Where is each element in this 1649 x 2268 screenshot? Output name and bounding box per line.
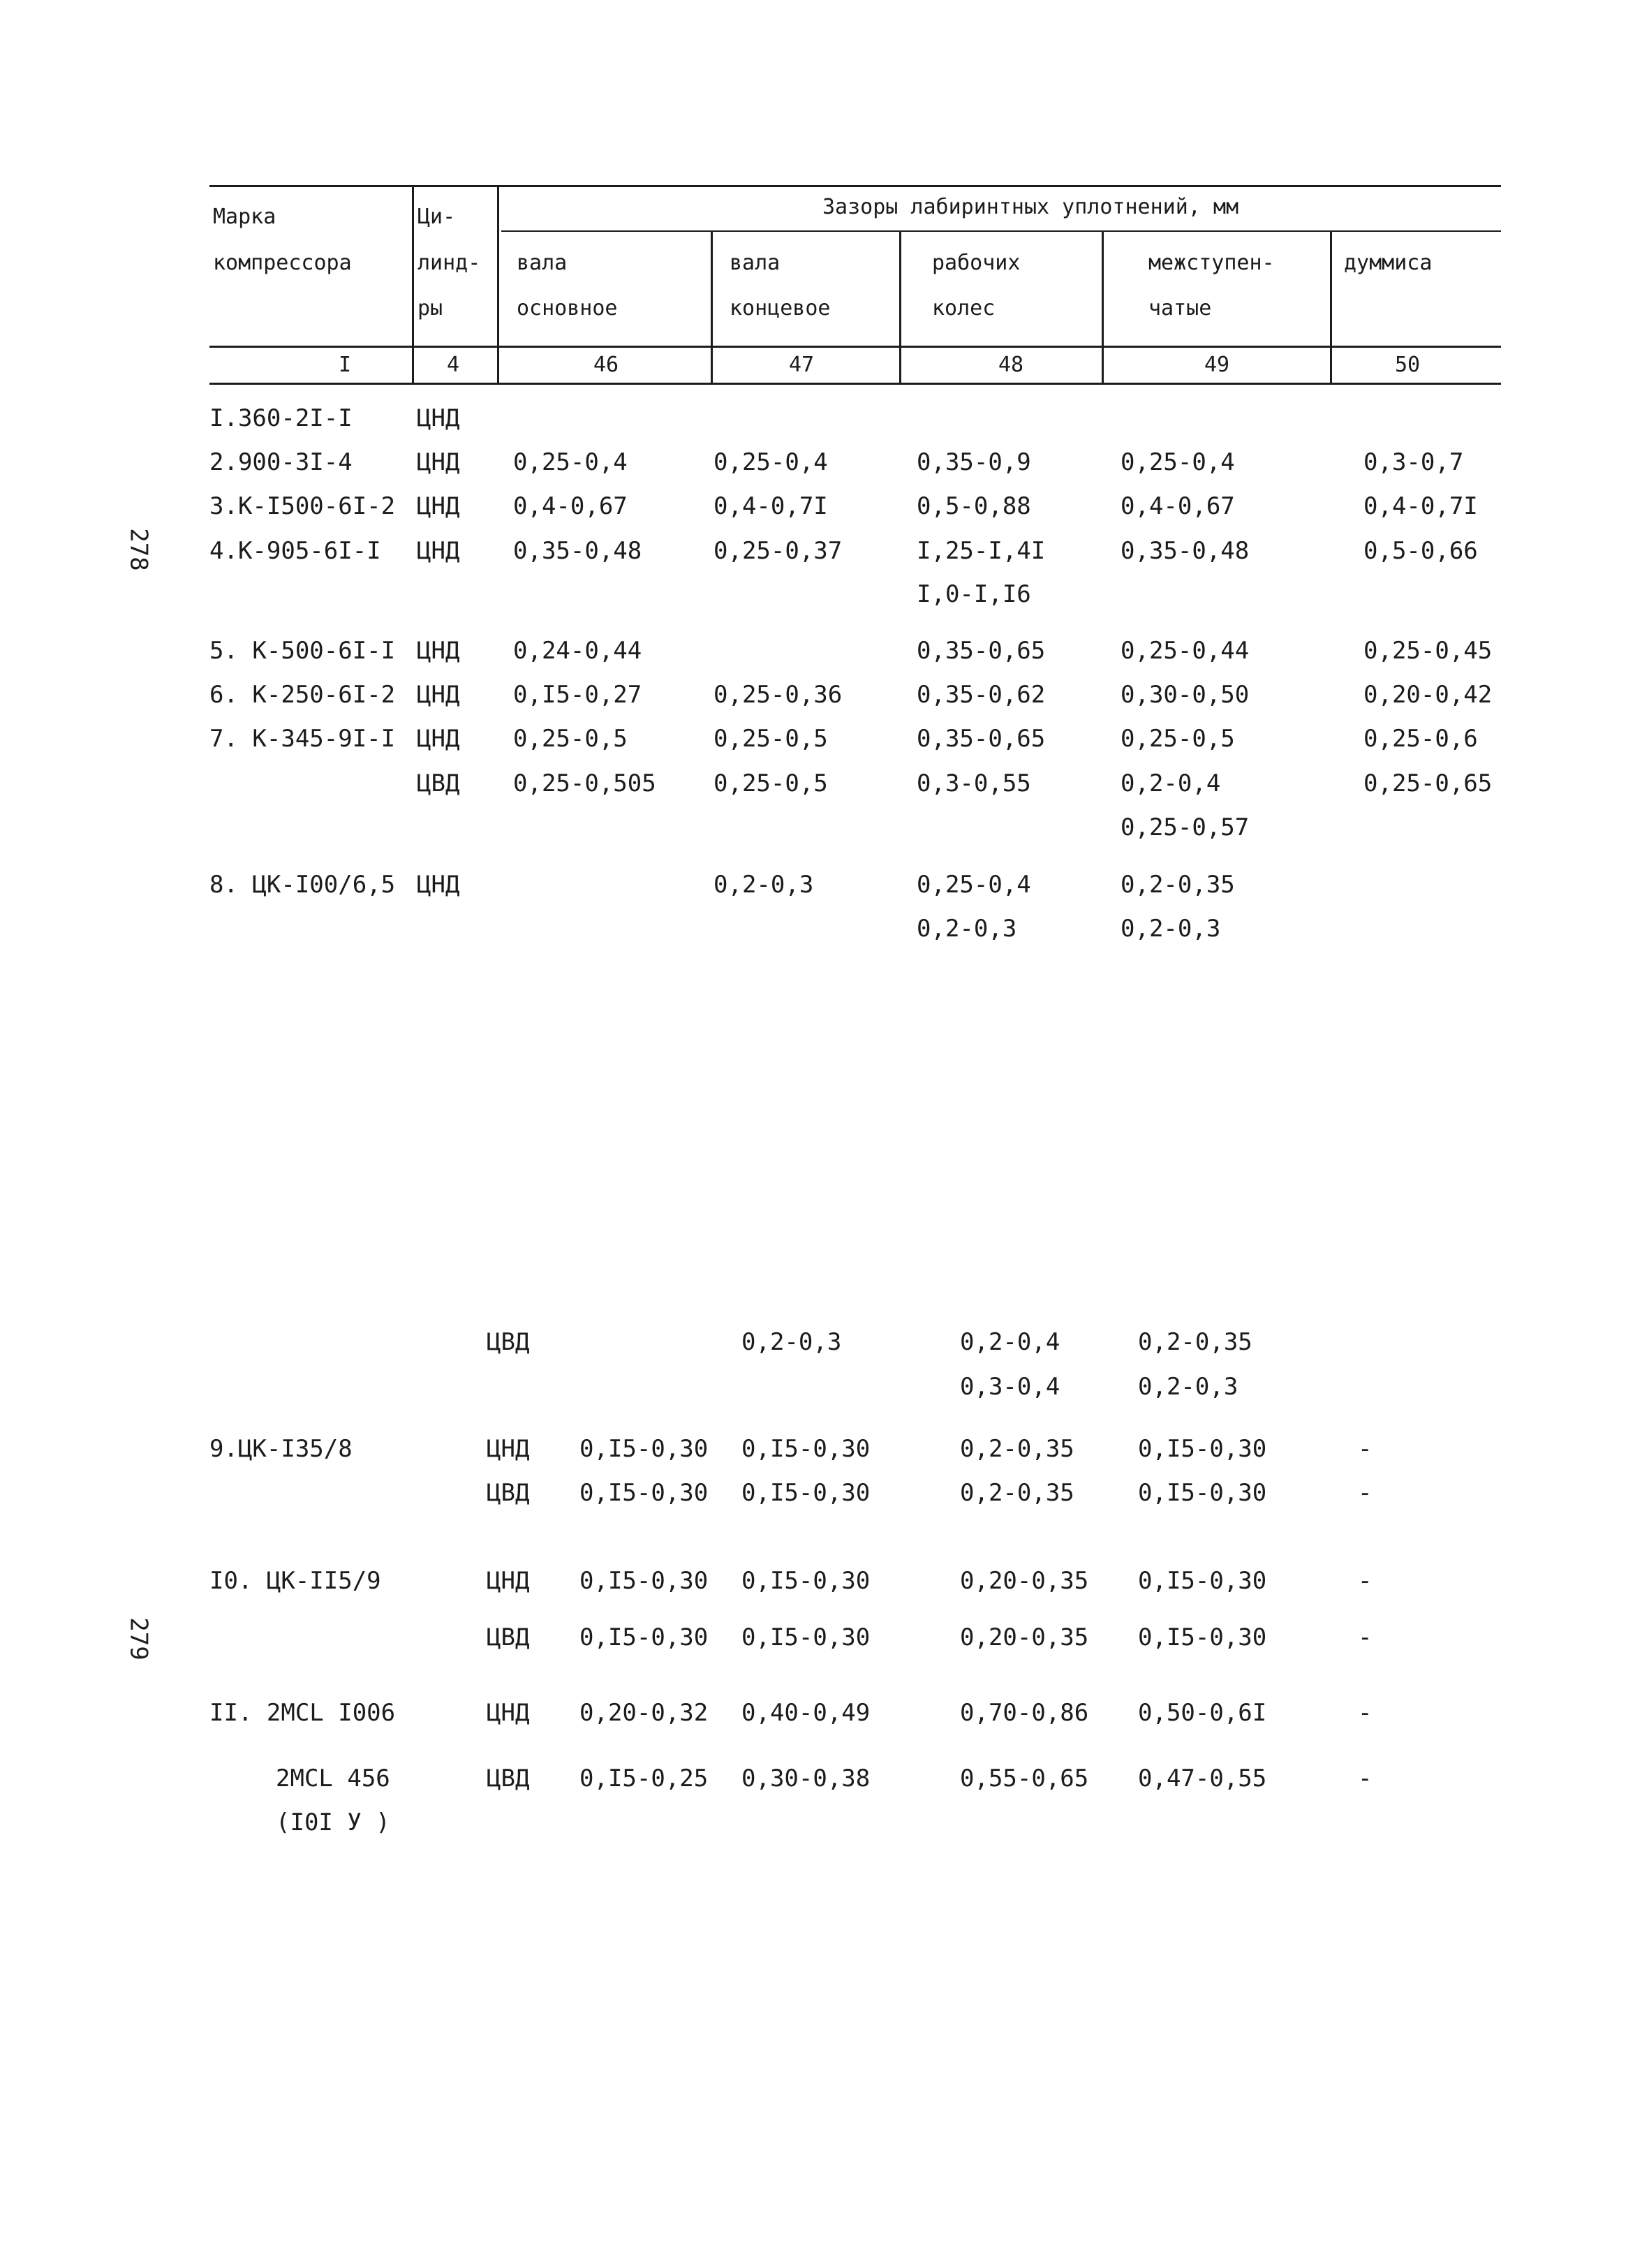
table-cell-shaft-end: 0,I5-0,30 (741, 1479, 871, 1507)
table-cell-shaft-main: 0,25-0,505 (513, 770, 656, 797)
header-sub3-line1: рабочих (932, 251, 1021, 275)
table-cell-model: 7. К-345-9I-I (209, 725, 396, 753)
table-cell-cylinder: ЦНД (417, 537, 460, 565)
table-cell-dummy: - (1358, 1567, 1373, 1595)
table-cell-interstage: 0,50-0,6I (1138, 1699, 1267, 1727)
table-cell-interstage: 0,I5-0,30 (1138, 1567, 1267, 1595)
header-vline-3 (711, 230, 713, 384)
table-cell-shaft-main: 0,25-0,4 (513, 448, 628, 476)
table-cell-model: 9.ЦК-I35/8 (209, 1435, 353, 1463)
table-cell-dummy: - (1358, 1623, 1373, 1651)
table-cell-impeller: 0,35-0,9 (917, 448, 1031, 476)
header-sub3-line2: колес (932, 296, 996, 321)
table-cell-interstage: 0,I5-0,30 (1138, 1435, 1267, 1463)
table-cell-cylinder: ЦНД (417, 637, 460, 665)
table-cell-cylinder: ЦНД (417, 681, 460, 709)
colnum-7: 50 (1395, 353, 1421, 377)
table-cell-shaft-main: 0,4-0,67 (513, 492, 628, 520)
header-cyl-line3: ры (417, 296, 443, 321)
table-cell-interstage: 0,2-0,3 (1138, 1373, 1238, 1401)
table-cell-dummy: 0,3-0,7 (1363, 448, 1464, 476)
header-top-rule (209, 185, 1501, 187)
table-cell-cylinder: ЦНД (417, 871, 460, 899)
table-cell-impeller: 0,2-0,3 (917, 915, 1017, 943)
table-cell-dummy: - (1358, 1765, 1373, 1792)
table-cell-shaft-end: 0,40-0,49 (741, 1699, 871, 1727)
table-cell-interstage: 0,2-0,35 (1121, 871, 1235, 899)
table-cell-impeller: 0,3-0,55 (917, 770, 1031, 797)
colnum-6: 49 (1204, 353, 1230, 377)
header-vline-1 (412, 185, 414, 384)
table-cell-impeller: 0,25-0,4 (917, 871, 1031, 899)
table-cell-cylinder: ЦНД (417, 448, 460, 476)
table-cell-interstage: 0,I5-0,30 (1138, 1479, 1267, 1507)
table-cell-shaft-end: 0,4-0,7I (713, 492, 828, 520)
page-number-upper: 278 (124, 528, 153, 571)
table-cell-interstage: 0,25-0,5 (1121, 725, 1235, 753)
table-cell-shaft-main: 0,35-0,48 (513, 537, 642, 565)
table-cell-shaft-end: 0,25-0,36 (713, 681, 843, 709)
header-sub4-line2: чатые (1148, 296, 1212, 321)
table-cell-model: 8. ЦК-I00/6,5 (209, 871, 396, 899)
colnum-4: 47 (789, 353, 815, 377)
table-cell-impeller: 0,20-0,35 (960, 1567, 1089, 1595)
table-cell-cylinder: ЦВД (417, 770, 460, 797)
header-bottom-rule (209, 383, 1501, 385)
table-cell-shaft-end: 0,25-0,4 (713, 448, 828, 476)
table-cell-model: 3.К-I500-6I-2 (209, 492, 396, 520)
table-cell-shaft-main: 0,I5-0,27 (513, 681, 642, 709)
table-cell-dummy: 0,25-0,45 (1363, 637, 1493, 665)
table-cell-shaft-end: 0,25-0,5 (713, 725, 828, 753)
header-marka-line2: компрессора (213, 251, 352, 275)
table-cell-shaft-end: 0,30-0,38 (741, 1765, 871, 1792)
colnum-2: 4 (447, 353, 460, 377)
colnum-1: I (339, 353, 352, 377)
table-cell-shaft-end: 0,25-0,37 (713, 537, 843, 565)
table-cell-cylinder: ЦВД (487, 1328, 530, 1356)
table-cell-dummy: - (1358, 1479, 1373, 1507)
table-cell-dummy: 0,5-0,66 (1363, 537, 1478, 565)
header-sub1-line1: вала (517, 251, 568, 275)
header-cyl-line2: линд- (417, 251, 481, 275)
table-cell-model: 4.К-905-6I-I (209, 537, 381, 565)
table-cell-interstage: 0,30-0,50 (1121, 681, 1250, 709)
table-cell-cylinder: ЦВД (487, 1623, 530, 1651)
table-cell-model: (I0I У ) (276, 1809, 390, 1836)
table-cell-dummy: 0,25-0,6 (1363, 725, 1478, 753)
header-group-title: Зазоры лабиринтных уплотнений, мм (822, 195, 1239, 219)
table-cell-interstage: 0,I5-0,30 (1138, 1623, 1267, 1651)
table-cell-impeller: I,25-I,4I (917, 537, 1046, 565)
header-sub-rule (209, 346, 1501, 348)
header-vline-2 (497, 185, 499, 384)
table-cell-impeller: 0,55-0,65 (960, 1765, 1089, 1792)
table-cell-impeller: 0,2-0,4 (960, 1328, 1060, 1356)
table-cell-dummy: 0,25-0,65 (1363, 770, 1493, 797)
header-marka-line1: Марка (213, 205, 276, 229)
table-cell-interstage: 0,4-0,67 (1121, 492, 1235, 520)
table-cell-dummy: 0,4-0,7I (1363, 492, 1478, 520)
table-cell-dummy: - (1358, 1435, 1373, 1463)
header-sub1-line2: основное (517, 296, 618, 321)
table-cell-impeller: 0,5-0,88 (917, 492, 1031, 520)
table-cell-cylinder: ЦВД (487, 1765, 530, 1792)
header-vline-6 (1330, 230, 1332, 384)
table-cell-shaft-main: 0,I5-0,30 (579, 1479, 709, 1507)
header-cyl-line1: Ци- (417, 205, 456, 229)
page-number-lower: 279 (124, 1617, 153, 1660)
table-cell-interstage: 0,25-0,44 (1121, 637, 1250, 665)
table-cell-impeller: 0,35-0,65 (917, 637, 1046, 665)
table-cell-impeller: 0,20-0,35 (960, 1623, 1089, 1651)
table-cell-dummy: - (1358, 1699, 1373, 1727)
table-cell-interstage: 0,35-0,48 (1121, 537, 1250, 565)
table-cell-shaft-end: 0,I5-0,30 (741, 1623, 871, 1651)
table-cell-interstage: 0,25-0,4 (1121, 448, 1235, 476)
header-vline-4 (899, 230, 901, 384)
header-vline-5 (1102, 230, 1104, 384)
table-cell-impeller: 0,35-0,62 (917, 681, 1046, 709)
header-group-rule (501, 230, 1501, 232)
table-cell-model: II. 2MCL I006 (209, 1699, 396, 1727)
table-cell-model: 2MCL 456 (276, 1765, 390, 1792)
header-sub2-line1: вала (730, 251, 781, 275)
table-cell-shaft-main: 0,I5-0,25 (579, 1765, 709, 1792)
table-cell-interstage: 0,25-0,57 (1121, 813, 1250, 841)
header-sub4-line1: межступен- (1148, 251, 1275, 275)
table-cell-impeller: 0,70-0,86 (960, 1699, 1089, 1727)
table-cell-interstage: 0,2-0,35 (1138, 1328, 1252, 1356)
table-cell-shaft-end: 0,I5-0,30 (741, 1567, 871, 1595)
table-cell-cylinder: ЦНД (487, 1567, 530, 1595)
table-cell-impeller: 0,35-0,65 (917, 725, 1046, 753)
table-cell-cylinder: ЦНД (487, 1699, 530, 1727)
table-cell-model: I.360-2I-I (209, 404, 353, 432)
table-cell-shaft-main: 0,25-0,5 (513, 725, 628, 753)
table-cell-impeller: 0,3-0,4 (960, 1373, 1060, 1401)
table-cell-shaft-main: 0,I5-0,30 (579, 1567, 709, 1595)
table-cell-shaft-end: 0,25-0,5 (713, 770, 828, 797)
colnum-3: 46 (593, 353, 619, 377)
table-cell-shaft-main: 0,24-0,44 (513, 637, 642, 665)
table-cell-cylinder: ЦВД (487, 1479, 530, 1507)
table-cell-impeller: 0,2-0,35 (960, 1479, 1074, 1507)
table-cell-shaft-main: 0,20-0,32 (579, 1699, 709, 1727)
table-cell-cylinder: ЦНД (417, 725, 460, 753)
table-cell-cylinder: ЦНД (487, 1435, 530, 1463)
header-sub5-line1: думмиса (1344, 251, 1433, 275)
table-cell-shaft-main: 0,I5-0,30 (579, 1623, 709, 1651)
table-cell-shaft-end: 0,2-0,3 (713, 871, 814, 899)
table-cell-shaft-end: 0,I5-0,30 (741, 1435, 871, 1463)
table-cell-impeller: I,0-I,I6 (917, 580, 1031, 608)
table-cell-impeller: 0,2-0,35 (960, 1435, 1074, 1463)
table-cell-model: I0. ЦК-II5/9 (209, 1567, 381, 1595)
table-cell-model: 5. К-500-6I-I (209, 637, 396, 665)
table-cell-cylinder: ЦНД (417, 404, 460, 432)
table-cell-shaft-main: 0,I5-0,30 (579, 1435, 709, 1463)
table-cell-cylinder: ЦНД (417, 492, 460, 520)
table-cell-model: 2.900-3I-4 (209, 448, 353, 476)
table-cell-model: 6. К-250-6I-2 (209, 681, 396, 709)
table-cell-interstage: 0,2-0,3 (1121, 915, 1221, 943)
colnum-5: 48 (998, 353, 1024, 377)
table-cell-interstage: 0,47-0,55 (1138, 1765, 1267, 1792)
table-cell-interstage: 0,2-0,4 (1121, 770, 1221, 797)
header-sub2-line2: концевое (730, 296, 831, 321)
table-cell-dummy: 0,20-0,42 (1363, 681, 1493, 709)
table-cell-shaft-end: 0,2-0,3 (741, 1328, 842, 1356)
